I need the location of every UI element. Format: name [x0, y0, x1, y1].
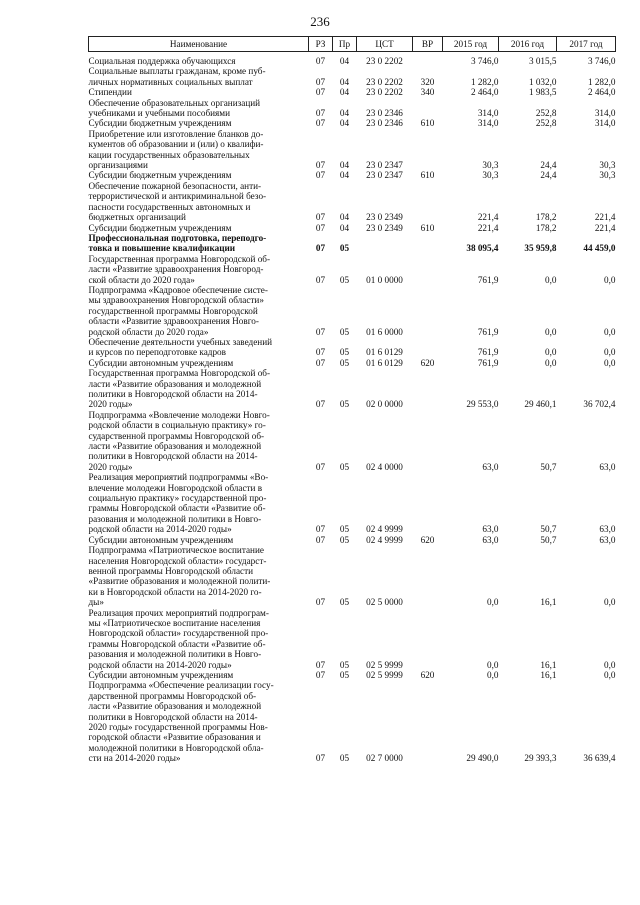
- header-2016: 2016 год: [499, 37, 557, 52]
- cell-2015: 221,4: [477, 212, 499, 223]
- name-line: организациями: [88, 160, 148, 171]
- cell-2015: 1 282,0: [470, 76, 499, 87]
- cell-2015: 30,3: [482, 170, 499, 181]
- cell-name: [89, 472, 309, 534]
- page-number: 236: [310, 14, 330, 29]
- cell-pr: 05: [339, 753, 350, 764]
- name-line: сти на 2014-2020 годы»: [88, 753, 181, 764]
- name-line: социальную практику» государственной про-: [88, 493, 267, 504]
- table-row: [89, 285, 616, 337]
- name-line: 2020 годы» государственной программы Нов-: [88, 722, 268, 732]
- name-line: 2020 годы»: [88, 399, 133, 410]
- cell-2015: 0,0: [487, 669, 499, 680]
- cell-cst: 02 4 0000: [366, 461, 403, 472]
- cell-rz: 07: [315, 118, 326, 129]
- cell-cst: 23 0 2202: [366, 76, 403, 87]
- cell-rz: 07: [315, 87, 326, 98]
- cell-2016: 0,0: [545, 357, 557, 368]
- name-line: Обеспечение пожарной безопасности, анти-: [88, 180, 262, 191]
- cell-2015: 314,0: [477, 118, 499, 129]
- cell-2016: 1 983,5: [528, 87, 557, 98]
- cell-pr: 05: [339, 534, 350, 545]
- cell-2017: 0,0: [604, 357, 616, 368]
- cell-2017: 63,0: [599, 461, 616, 472]
- name-line: Субсидии бюджетным учреждениям: [88, 222, 232, 233]
- name-line: Подпрограмма «Кадровое обеспечение систе-: [88, 284, 268, 295]
- cell-2017: 63,0: [599, 534, 616, 545]
- cell-cst: [357, 233, 413, 254]
- cell-name: [89, 680, 309, 763]
- cell-2017: 0,0: [604, 669, 616, 680]
- cell-pr: 04: [339, 108, 350, 119]
- table-body: [89, 52, 616, 764]
- name-line: государственной программы Новгородской: [88, 305, 258, 316]
- header-rz: РЗ: [309, 37, 333, 52]
- name-line: мы здравоохранения Новгородской области»: [88, 295, 264, 306]
- name-line: Новгородской области» государственной про-: [88, 628, 269, 639]
- cell-cst: 02 5 9999: [366, 669, 403, 680]
- table-row: [89, 66, 616, 87]
- cell-pr: 05: [339, 399, 350, 410]
- cell-2015: 761,9: [477, 357, 499, 368]
- name-line: мы «Патриотическое воспитание населения: [88, 617, 261, 628]
- cell-vr: 320: [420, 76, 435, 87]
- name-line: политики в Новгородской области на 2014-: [88, 389, 258, 399]
- cell-2015: 221,4: [477, 222, 499, 233]
- cell-2016: 1 032,0: [528, 76, 557, 87]
- cell-rz: 07: [315, 597, 326, 608]
- cell-cst: 02 7 0000: [366, 753, 403, 764]
- name-line: Субсидии бюджетным учреждениям: [88, 170, 232, 181]
- name-line: «Развитие образования и молодежной полити-: [88, 576, 271, 587]
- cell-2015: 38 095,4: [466, 243, 499, 254]
- cell-vr: [413, 129, 443, 171]
- table-row: [89, 535, 616, 545]
- cell-name: [89, 535, 309, 545]
- cell-pr: 05: [339, 597, 350, 608]
- cell-vr: 620: [420, 534, 435, 545]
- table-row: [89, 368, 616, 410]
- cell-2017: 63,0: [599, 524, 616, 535]
- cell-name: [89, 358, 309, 368]
- cell-2016: 178,2: [535, 212, 557, 223]
- cell-2016: 24,4: [540, 170, 557, 181]
- cell-name: [89, 233, 309, 254]
- cell-rz: 07: [315, 534, 326, 545]
- cell-rz: 07: [315, 274, 326, 285]
- name-line: ласти «Развитие образования и молодежной: [88, 701, 262, 712]
- name-line: кации государственных образовательных: [88, 149, 250, 160]
- cell-pr: 05: [339, 326, 350, 337]
- name-line: Реализация мероприятий подпрограммы «Во-: [88, 472, 269, 483]
- cell-2015: 0,0: [487, 659, 499, 670]
- name-line: разования и молодежной политики в Новго-: [88, 649, 262, 660]
- name-line: родской области в социальную практику» го-: [88, 420, 266, 431]
- cell-vr: [413, 56, 443, 66]
- name-line: дарственной программы Новгородской об-: [88, 690, 257, 701]
- name-line: Субсидии автономным учреждениям: [88, 357, 234, 368]
- table-row: [89, 337, 616, 358]
- cell-vr: [413, 233, 443, 254]
- cell-cst: 23 0 2346: [366, 108, 403, 119]
- cell-vr: [413, 254, 443, 285]
- table-row: [89, 129, 616, 171]
- cell-pr: 04: [339, 222, 350, 233]
- cell-cst: 02 4 9999: [366, 534, 403, 545]
- cell-name: [89, 285, 309, 337]
- cell-pr: 05: [339, 461, 350, 472]
- cell-2017: 0,0: [604, 347, 616, 358]
- cell-rz: 07: [315, 326, 326, 337]
- cell-pr: 04: [339, 87, 350, 98]
- name-line: политики в Новгородской области на 2014-: [88, 451, 258, 462]
- cell-2016: 178,2: [535, 222, 557, 233]
- cell-cst: 23 0 2347: [366, 160, 403, 171]
- name-line: сударственной программы Новгородской об-: [88, 430, 265, 441]
- cell-rz: 07: [315, 76, 326, 87]
- table-row: [89, 670, 616, 680]
- cell-name: [89, 181, 309, 223]
- name-line: ки в Новгородской области на 2014-2020 го-: [88, 586, 262, 597]
- cell-2016: 50,7: [540, 534, 557, 545]
- cell-2017: 221,4: [594, 212, 616, 223]
- cell-2017: 221,4: [594, 222, 616, 233]
- name-line: Субсидии автономным учреждениям: [88, 669, 234, 680]
- cell-2016: 35 959,8: [524, 243, 557, 254]
- cell-cst: 01 0 0000: [366, 274, 403, 285]
- cell-2015: 761,9: [477, 347, 499, 358]
- cell-2015: 63,0: [482, 534, 499, 545]
- cell-vr: [413, 608, 443, 670]
- name-line: Приобретение или изготовление бланков до-: [88, 128, 264, 139]
- name-line: молодежной политики в Новгородской обла-: [88, 742, 264, 753]
- cell-cst: 02 4 9999: [366, 524, 403, 535]
- name-line: кументов об образовании и (или) о квалифи-: [88, 139, 264, 150]
- name-line: товка и повышение квалификации: [88, 243, 236, 254]
- cell-vr: [413, 368, 443, 410]
- cell-cst: 23 0 2347: [366, 170, 403, 181]
- table-row: [89, 170, 616, 180]
- cell-2017: 3 746,0: [587, 56, 616, 66]
- name-line: Подпрограмма «Патриотическое воспитание: [88, 545, 264, 556]
- cell-vr: [413, 98, 443, 119]
- name-line: 2020 годы»: [88, 461, 133, 472]
- name-line: Реализация прочих мероприятий подпрограм-: [88, 607, 269, 618]
- name-line: венной программы Новгородской области: [88, 565, 254, 576]
- name-line: родской области до 2020 года»: [88, 326, 209, 337]
- cell-2017: 314,0: [594, 118, 616, 129]
- cell-2016: 16,1: [540, 669, 557, 680]
- cell-pr: 04: [339, 76, 350, 87]
- cell-2016: 50,7: [540, 524, 557, 535]
- name-line: родской области на 2014-2020 годы»: [88, 659, 232, 670]
- cell-rz: 07: [315, 524, 326, 535]
- cell-pr: 04: [339, 160, 350, 171]
- cell-2017: 2 464,0: [587, 87, 616, 98]
- cell-pr: 05: [339, 524, 350, 535]
- cell-vr: [413, 181, 443, 223]
- cell-name: [89, 545, 309, 607]
- cell-vr: 620: [420, 357, 435, 368]
- cell-2016: 50,7: [540, 461, 557, 472]
- cell-2015: 0,0: [487, 597, 499, 608]
- cell-rz: 07: [315, 357, 326, 368]
- cell-cst: 01 6 0129: [366, 357, 403, 368]
- cell-name: [89, 170, 309, 180]
- header-name: Наименование: [89, 37, 309, 52]
- table-row: [89, 56, 616, 66]
- cell-pr: 04: [339, 212, 350, 223]
- cell-2016: 252,8: [535, 118, 557, 129]
- cell-2017: 0,0: [604, 659, 616, 670]
- cell-rz: 07: [315, 212, 326, 223]
- name-line: Подпрограмма «Вовлечение молодежи Новго-: [88, 409, 270, 420]
- cell-name: [89, 223, 309, 233]
- header-vr: ВР: [413, 37, 443, 52]
- cell-vr: 620: [420, 669, 435, 680]
- cell-vr: 610: [420, 170, 435, 181]
- cell-name: [89, 118, 309, 128]
- cell-pr: 04: [339, 118, 350, 129]
- cell-cst: 23 0 2349: [366, 212, 403, 223]
- cell-2016: 29 393,3: [524, 753, 557, 764]
- cell-cst: 23 0 2349: [366, 222, 403, 233]
- cell-rz: 07: [315, 56, 326, 66]
- cell-name: [89, 56, 309, 66]
- cell-2017: 0,0: [604, 274, 616, 285]
- cell-2016: 24,4: [540, 160, 557, 171]
- name-line: террористической и антикриминальной безо-: [88, 191, 267, 202]
- cell-vr: 610: [420, 222, 435, 233]
- name-line: ласти «Развитие здравоохранения Новгород-: [88, 264, 264, 275]
- table-row: [89, 358, 616, 368]
- name-line: Стипендии: [88, 87, 132, 98]
- name-line: ласти «Развитие образования и молодежной: [88, 378, 262, 389]
- cell-vr: [413, 410, 443, 472]
- cell-vr: 610: [420, 118, 435, 129]
- cell-vr: 340: [420, 87, 435, 98]
- name-line: бюджетных организаций: [88, 212, 186, 223]
- table-row: [89, 118, 616, 128]
- name-line: учебниками и учебными пособиями: [88, 108, 230, 119]
- name-line: Государственная программа Новгородской об-: [88, 368, 271, 379]
- cell-cst: 23 0 2202: [366, 87, 403, 98]
- cell-2016: 0,0: [545, 326, 557, 337]
- header-2017: 2017 год: [557, 37, 616, 52]
- cell-2017: 30,3: [599, 160, 616, 171]
- name-line: ской области до 2020 года»: [88, 274, 195, 285]
- cell-2015: 761,9: [477, 326, 499, 337]
- cell-name: [89, 608, 309, 670]
- cell-2016: 16,1: [540, 597, 557, 608]
- cell-2016: 0,0: [545, 274, 557, 285]
- cell-2015: 29 490,0: [466, 753, 499, 764]
- cell-rz: 07: [315, 222, 326, 233]
- cell-vr: [413, 545, 443, 607]
- cell-rz: 07: [315, 243, 326, 254]
- name-line: ласти «Развитие образования и молодежной: [88, 441, 262, 452]
- cell-cst: 23 0 2346: [366, 118, 403, 129]
- cell-pr: 05: [339, 357, 350, 368]
- name-line: политики в Новгородской области на 2014-: [88, 711, 258, 722]
- cell-rz: 07: [315, 461, 326, 472]
- name-line: личных нормативных социальных выплат: [88, 76, 253, 87]
- cell-2017: 1 282,0: [587, 76, 616, 87]
- cell-2015: 30,3: [482, 160, 499, 171]
- name-line: Государственная программа Новгородской об-: [88, 253, 271, 264]
- cell-2016: 16,1: [540, 659, 557, 670]
- cell-2015: 63,0: [482, 461, 499, 472]
- cell-2016: 252,8: [535, 108, 557, 119]
- name-line: Обеспечение деятельности учебных заведений: [88, 336, 273, 347]
- table-row: [89, 254, 616, 285]
- name-line: родской области на 2014-2020 годы»: [88, 524, 232, 535]
- name-line: Подпрограмма «Обеспечение реализации госу-: [88, 680, 274, 691]
- cell-2017: 0,0: [604, 597, 616, 608]
- cell-pr: 05: [339, 659, 350, 670]
- name-line: Социальные выплаты гражданам, кроме пуб-: [88, 66, 266, 77]
- cell-cst: 02 5 0000: [366, 597, 403, 608]
- name-line: области «Развитие здравоохранения Новго-: [88, 316, 259, 327]
- header-cst: ЦСТ: [357, 37, 413, 52]
- cell-2015: 3 746,0: [470, 56, 499, 66]
- name-line: населения Новгородской области» государст-: [88, 555, 267, 566]
- name-line: пасности государственных автономных и: [88, 201, 251, 212]
- cell-rz: 07: [315, 170, 326, 181]
- cell-cst: 23 0 2202: [366, 56, 403, 66]
- header-2015: 2015 год: [443, 37, 499, 52]
- cell-2016: 29 460,1: [524, 399, 557, 410]
- table-row: [89, 181, 616, 223]
- name-line: влечение молодежи Новгородской области в: [88, 482, 263, 493]
- name-line: Субсидии бюджетным учреждениям: [88, 118, 232, 129]
- cell-pr: 05: [339, 274, 350, 285]
- name-line: городской области «Развитие образования и: [88, 732, 261, 743]
- cell-vr: [413, 472, 443, 534]
- name-line: Обеспечение образовательных организаций: [88, 97, 261, 108]
- cell-2017: 0,0: [604, 326, 616, 337]
- cell-rz: 07: [315, 399, 326, 410]
- cell-2016: 3 015,5: [528, 56, 557, 66]
- cell-rz: 07: [315, 108, 326, 119]
- cell-pr: 05: [339, 347, 350, 358]
- cell-2017: 44 459,0: [583, 243, 616, 254]
- cell-name: [89, 87, 309, 97]
- name-line: Профессиональная подготовка, переподго-: [88, 232, 267, 243]
- cell-rz: 07: [315, 669, 326, 680]
- cell-pr: 05: [339, 243, 350, 254]
- name-line: разования и молодежной политики в Новго-: [88, 513, 262, 524]
- cell-2016: 0,0: [545, 347, 557, 358]
- cell-2017: 30,3: [599, 170, 616, 181]
- table-row: [89, 223, 616, 233]
- cell-2015: 2 464,0: [470, 87, 499, 98]
- cell-2017: 314,0: [594, 108, 616, 119]
- table-row: [89, 545, 616, 607]
- cell-name: [89, 66, 309, 87]
- cell-cst: 02 0 0000: [366, 399, 403, 410]
- name-line: ды»: [88, 597, 104, 608]
- cell-vr: [413, 680, 443, 763]
- cell-vr: [413, 285, 443, 337]
- table-row: [89, 680, 616, 763]
- cell-2017: 36 702,4: [583, 399, 616, 410]
- name-line: и курсов по переподготовке кадров: [88, 347, 226, 358]
- cell-name: [89, 410, 309, 472]
- cell-cst: 01 6 0000: [366, 326, 403, 337]
- cell-2015: 29 553,0: [466, 399, 499, 410]
- cell-name: [89, 98, 309, 119]
- name-line: Социальная поддержка обучающихся: [88, 56, 236, 66]
- table-row: [89, 472, 616, 534]
- table-row: [89, 87, 616, 97]
- cell-cst: 01 6 0129: [366, 347, 403, 358]
- cell-2015: 63,0: [482, 524, 499, 535]
- name-line: граммы Новгородской области «Развитие об-: [88, 503, 266, 514]
- cell-name: [89, 337, 309, 358]
- cell-rz: 07: [315, 753, 326, 764]
- cell-name: [89, 368, 309, 410]
- table-header-row: [89, 37, 616, 52]
- budget-table: [88, 36, 616, 764]
- name-line: Субсидии автономным учреждениям: [88, 534, 234, 545]
- cell-cst: 02 5 9999: [366, 659, 403, 670]
- cell-pr: 04: [339, 170, 350, 181]
- table-row: [89, 233, 616, 254]
- name-line: граммы Новгородской области «Развитие об-: [88, 638, 266, 649]
- cell-name: [89, 129, 309, 171]
- cell-2017: 36 639,4: [583, 753, 616, 764]
- cell-pr: 04: [339, 56, 350, 66]
- cell-name: [89, 254, 309, 285]
- cell-rz: 07: [315, 160, 326, 171]
- cell-2015: 314,0: [477, 108, 499, 119]
- table-row: [89, 410, 616, 472]
- cell-vr: [413, 337, 443, 358]
- cell-pr: 05: [339, 669, 350, 680]
- table-row: [89, 98, 616, 119]
- cell-name: [89, 670, 309, 680]
- table-row: [89, 608, 616, 670]
- header-pr: Пр: [333, 37, 357, 52]
- cell-rz: 07: [315, 347, 326, 358]
- cell-2015: 761,9: [477, 274, 499, 285]
- cell-rz: 07: [315, 659, 326, 670]
